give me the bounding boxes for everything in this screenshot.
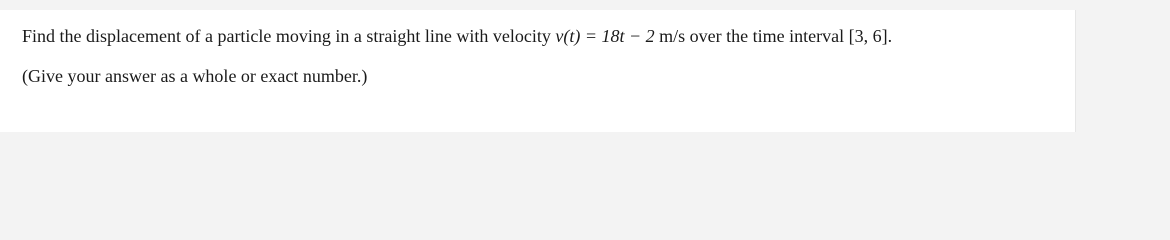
time-interval: [3, 6] xyxy=(848,26,888,46)
question-text xyxy=(22,25,892,47)
answer-instruction: (Give your answer as a whole or exact number.) xyxy=(22,66,368,86)
question-suffix: m/s over the time interval xyxy=(654,26,849,46)
question-prefix: Find the displacement of a particle moving in a straight line with velocity xyxy=(22,26,556,46)
question-end: . xyxy=(887,26,893,46)
question-card xyxy=(0,10,1076,132)
velocity-expression: v(t) = 18t − 2 xyxy=(555,26,655,46)
